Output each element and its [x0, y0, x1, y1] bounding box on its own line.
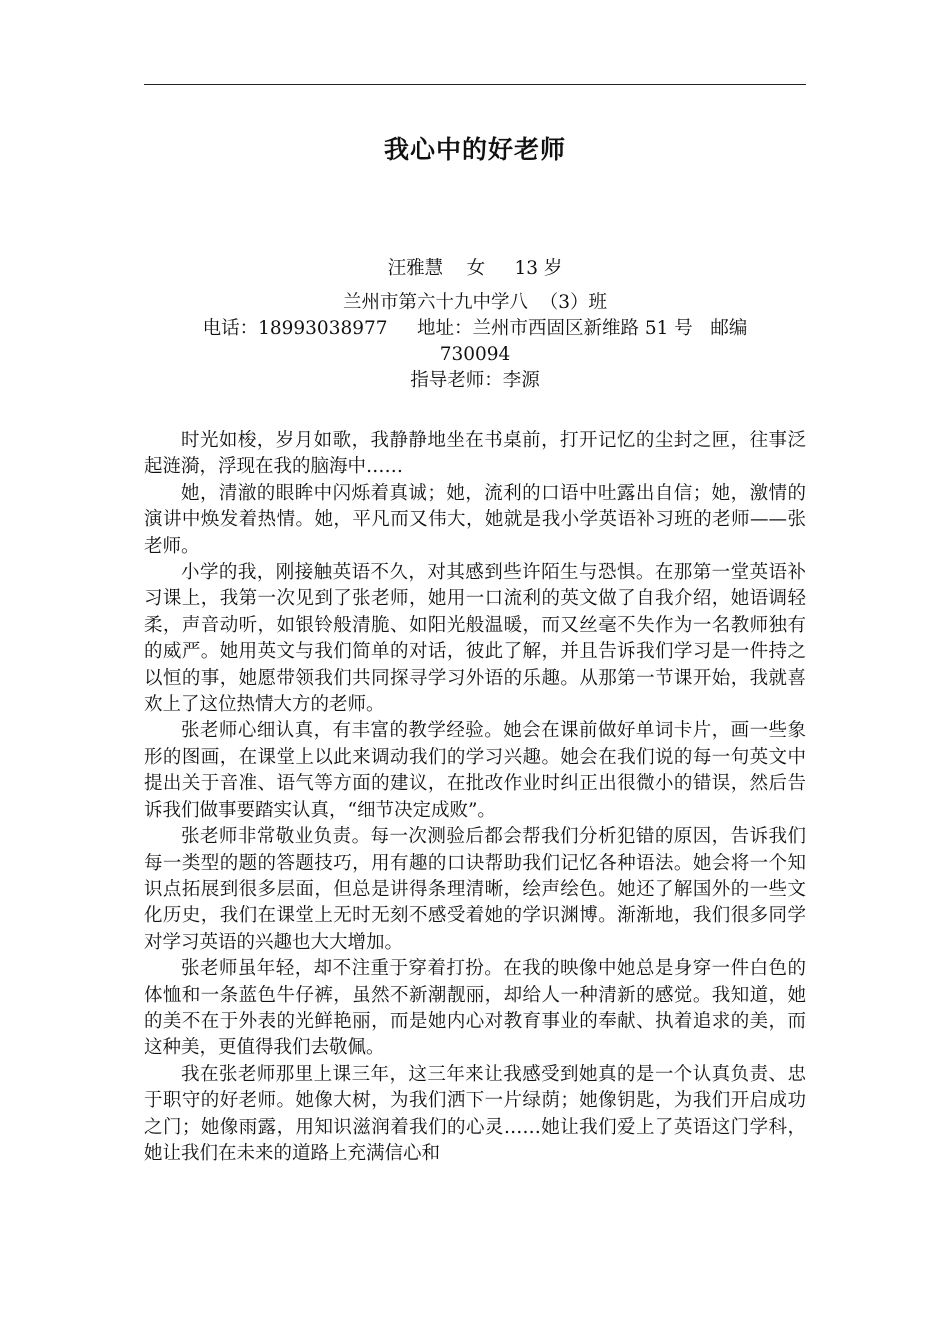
postcode-line: 730094 [439, 344, 511, 365]
advisor-line: 指导老师：李源 [410, 370, 540, 391]
author-line: 汪雅慧 女 13 岁 [387, 258, 563, 279]
paragraph: 张老师虽年轻，却不注重于穿着打扮。在我的映像中她总是身穿一件白色的体恤和一条蓝色牛仔裤，虽然不新潮靓丽，却给人一种清新的感觉。我知道，她的美不在于外表的光鲜艳丽，而是她内心对教育事业的奉献、执着追求的美，而这种美，更值得我们去敬佩。 [144, 958, 806, 1059]
paragraph: 张老师非常敬业负责。每一次测验后都会帮我们分析犯错的原因，告诉我们每一类型的题的答题技巧，用有趣的口诀帮助我们记忆各种语法。她会将一个知识点拓展到很多层面，但总是讲得条理清晰，绘声绘色。她还了解国外的一些文化历史，我们在课堂上无时无刻不感受着她的学识渊博。渐渐地，我们很多同学对学习英语的兴趣也大大增加。 [144, 826, 806, 953]
contact-line: 电话：18993038977 地址：兰州市西固区新维路 51 号 邮编 [202, 318, 748, 339]
essay-body [144, 428, 806, 1167]
paragraph: 我在张老师那里上课三年，这三年来让我感受到她真的是一个认真负责、忠于职守的好老师。她像大树，为我们洒下一片绿荫；她像钥匙，为我们开启成功之门；她像雨露，用知识滋润着我们的心灵……她让我们爱上了英语这门学科，她让我们在未来的道路上充满信心和 [144, 1063, 806, 1164]
paragraph: 她，清澈的眼眸中闪烁着真诚；她，流利的口语中吐露出自信；她，激情的演讲中焕发着热情。她，平凡而又伟大，她就是我小学英语补习班的老师——张老师。 [144, 482, 806, 557]
author-info-block [144, 256, 806, 394]
paragraph: 小学的我，刚接触英语不久，对其感到些许陌生与恐惧。在那第一堂英语补习课上，我第一次见到了张老师，她用一口流利的英文做了自我介绍，她语调轻柔，声音动听，如银铃般清脆、如阳光般温暖，而又丝毫不失作为一名教师独有的威严。她用英文与我们简单的对话，彼此了解，并且告诉我们学习是一件持之以恒的事，她愿带领我们共同探寻学习外语的乐趣。从那第一节课开始，我就喜欢上了这位热情大方的老师。 [144, 562, 806, 716]
school-line: 兰州市第六十九中学八 （3）班 [342, 292, 608, 313]
paragraph: 时光如梭，岁月如歌，我静静地坐在书桌前，打开记忆的尘封之匣，往事泛起涟漪，浮现在我的脑海中…… [144, 430, 806, 478]
paragraph: 张老师心细认真，有丰富的教学经验。她会在课前做好单词卡片，画一些象形的图画，在课堂上以此来调动我们的学习兴趣。她会在我们说的每一句英文中提出关于音准、语气等方面的建议，在批改作业时纠正出很微小的错误，然后告诉我们做事要踏实认真，“细节决定成败”。 [144, 720, 806, 821]
essay-title: 我心中的好老师 [383, 135, 566, 164]
header-rule [144, 84, 806, 85]
